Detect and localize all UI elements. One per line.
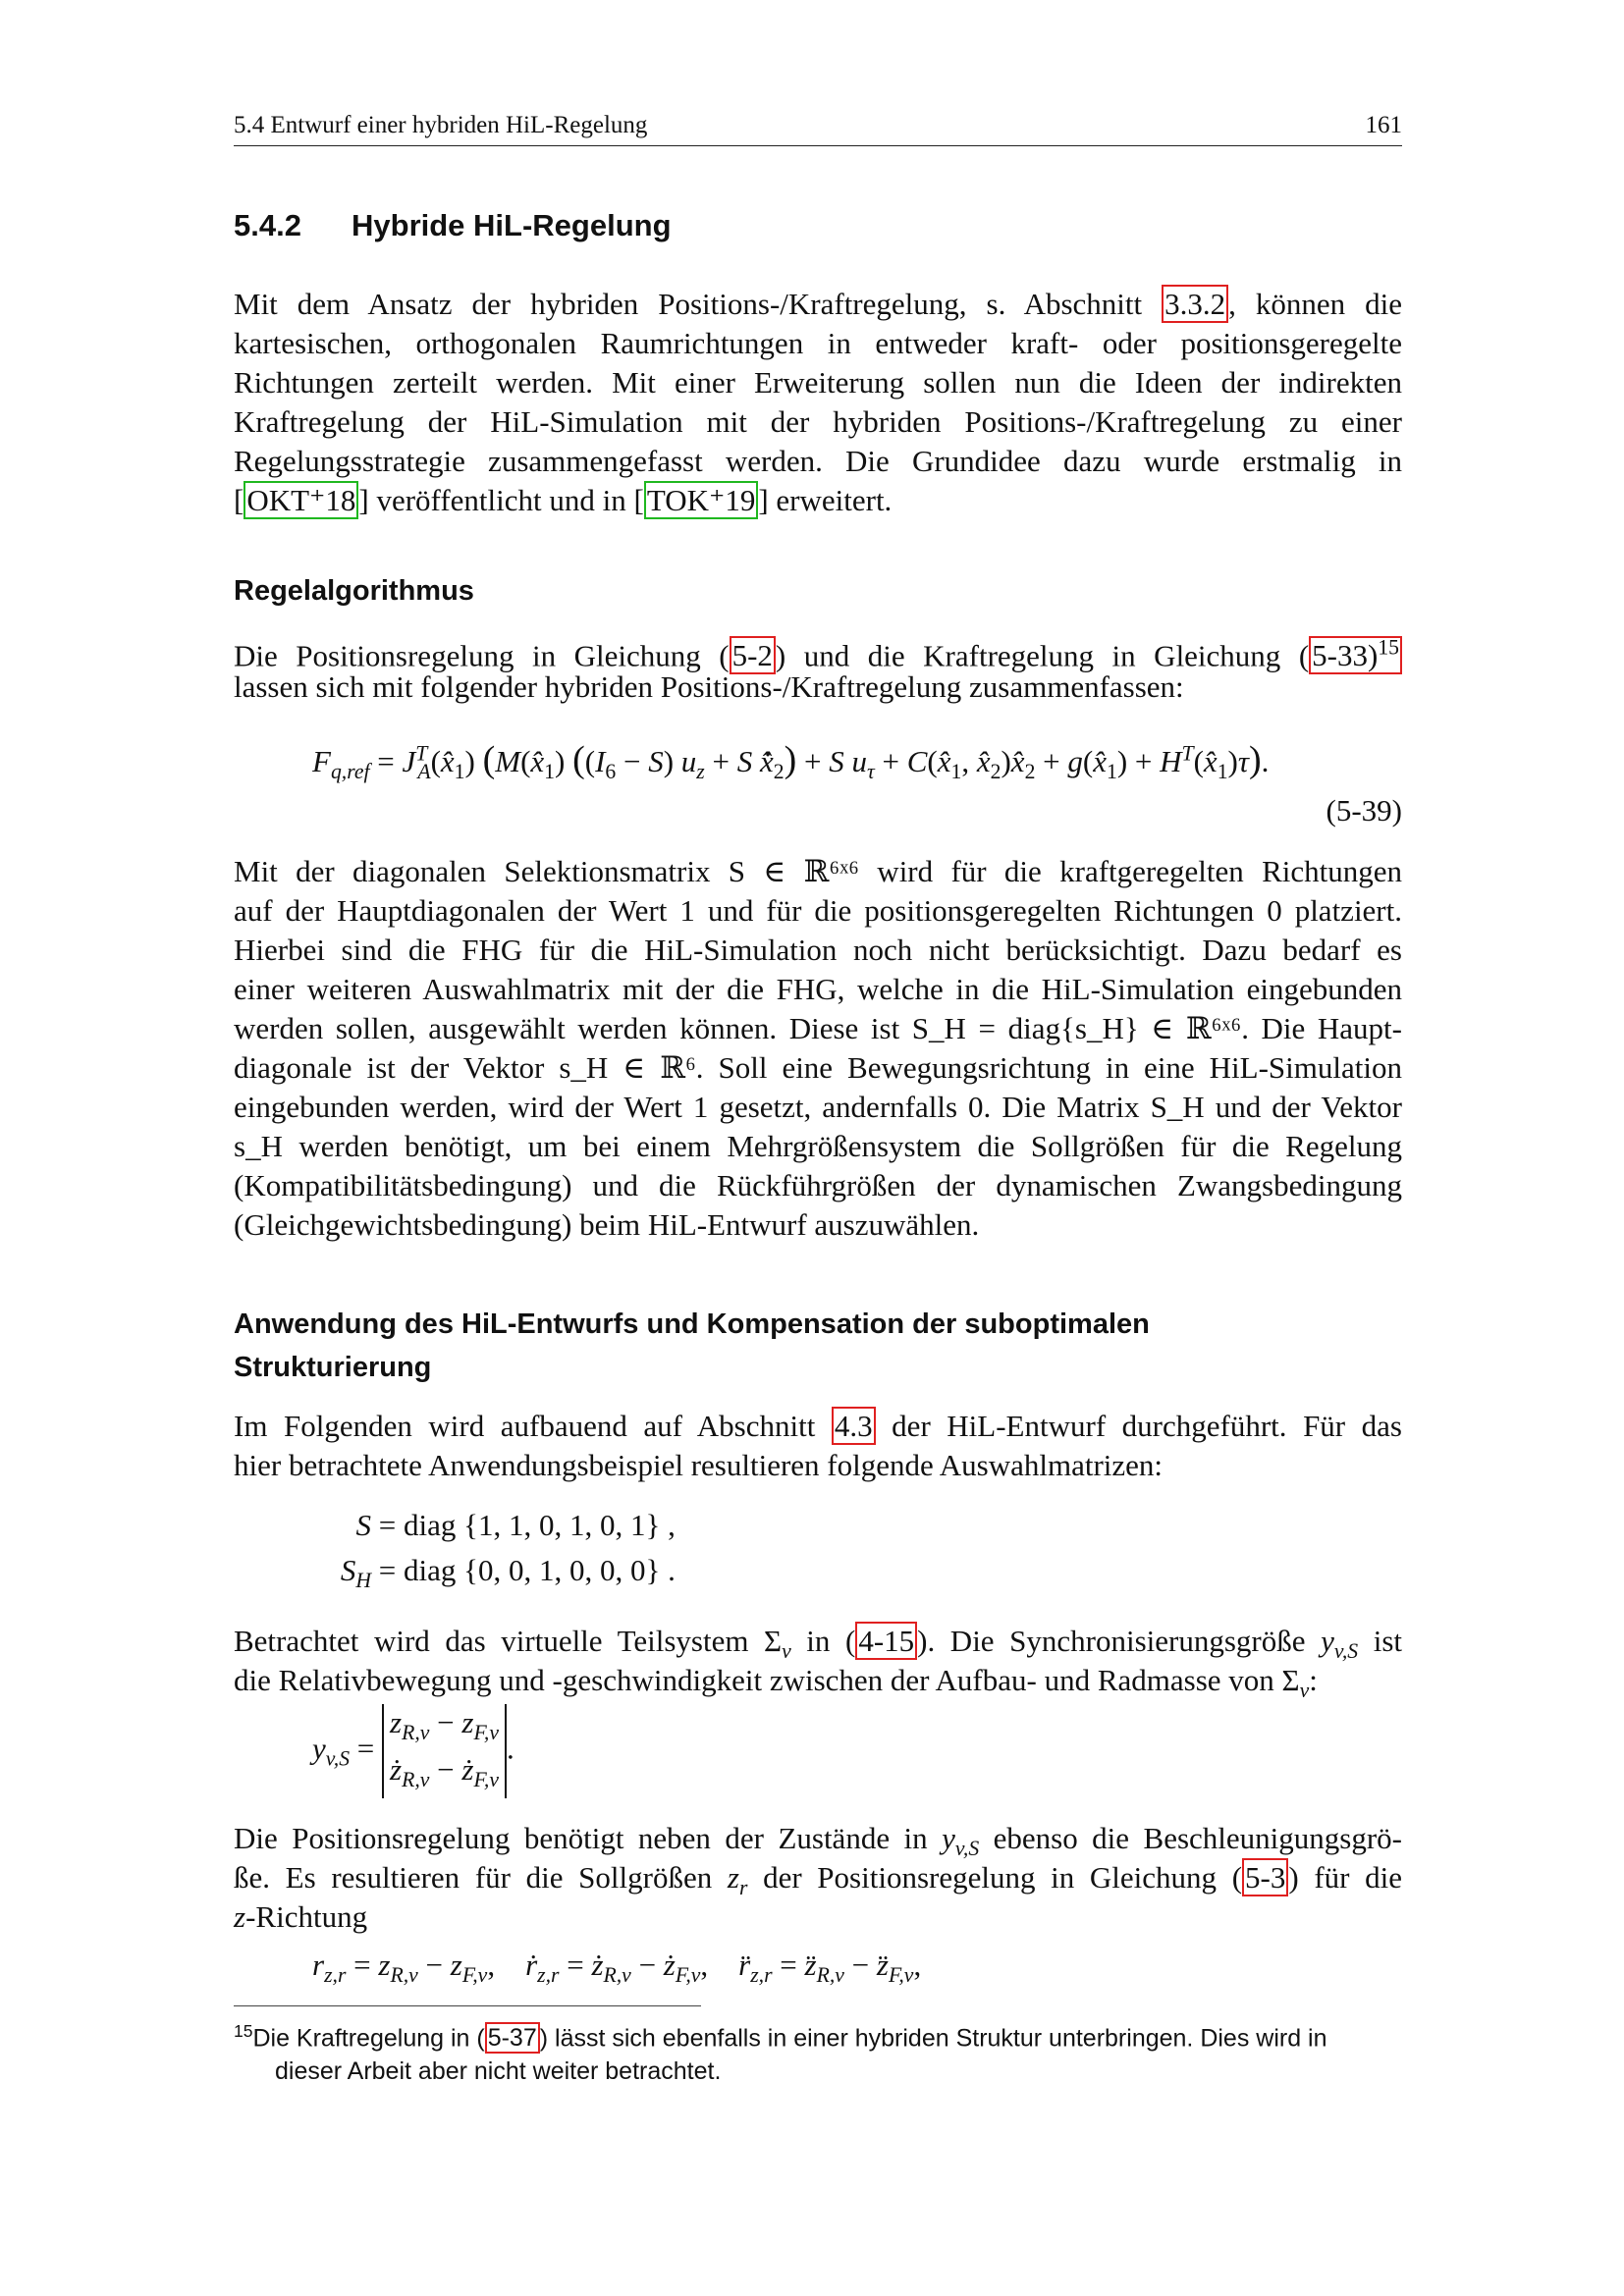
text-line: auf der Hauptdiagonalen der Wert 1 und für die positionsgeregelten Richtungen 0 platziert.	[234, 893, 1402, 928]
subsection-heading-anwendung: Anwendung des HiL-Entwurfs und Kompensation der suboptimalen Strukturierung	[234, 1308, 1150, 1383]
footnote-line: dieser Arbeit aber nicht weiter betrachtet.	[275, 2057, 722, 2086]
footnote-rule	[234, 2005, 701, 2006]
text-line: Kraftregelung der HiL-Simulation mit der hybriden Positions-/Kraftregelung zu einer	[234, 404, 1402, 439]
section-number: 5.4.2	[234, 208, 301, 242]
section-heading	[234, 208, 672, 243]
text-line: Regelungsstrategie zusammengefasst werden. Die Grundidee dazu wurde erstmalig in	[234, 444, 1402, 478]
ref-link-5-33[interactable]: 5-33)$^{15}$	[1309, 636, 1402, 674]
text-line: (Kompatibilitätsbedingung) und die Rückführgrößen der dynamischen Zwangsbedingung	[234, 1168, 1402, 1202]
text-line: s_H werden benötigt, um bei einem Mehrgrößensystem die Sollgrößen für die Regelung	[234, 1129, 1402, 1163]
ref-link-5-2[interactable]: 5-2	[730, 636, 776, 674]
text-line: diagonale ist der Vektor s_H ∈ ℝ⁶. Soll eine Bewegungsrichtung in eine HiL-Simulation	[234, 1050, 1402, 1085]
text-line: Betrachtet wird das virtuelle Teilsystem $\Sigma_v$ in (4-15). Die Synchronisierungsgröße $y_{v,S}$ ist	[234, 1624, 1402, 1664]
text-line: Richtungen zerteilt werden. Mit einer Erweiterung sollen nun die Ideen der indirekten	[234, 365, 1402, 400]
text-line: ße. Es resultieren für die Sollgrößen $z_r$ der Positionsregelung in Gleichung (5-3) für die	[234, 1860, 1403, 1900]
ref-link-5-37[interactable]: 5-37	[485, 2022, 540, 2054]
ref-link-4-15[interactable]: 4-15	[855, 1622, 917, 1660]
cite-link-okt18[interactable]: OKT⁺18	[244, 481, 358, 519]
running-header	[234, 110, 1402, 146]
text-line: hier betrachtete Anwendungsbeispiel resultieren folgende Auswahlmatrizen:	[234, 1448, 1164, 1482]
page-number: 161	[1365, 112, 1402, 138]
cite-link-tok19[interactable]: TOK⁺19	[644, 481, 759, 519]
betrachtet-paragraph	[234, 1622, 1402, 1703]
equation-rzr: $r_{z,r} = z_{R,v} - z_{F,v}$, ṙ$_{z,r}$ = $ż_{R,v}$ − $ż_{F,v}$, $r̈_{z,r}$ = $z̈_{R,v}$ − $z̈_{F,v}$,	[312, 1948, 922, 1988]
regel-paragraph	[234, 628, 1402, 707]
intro-paragraph	[234, 285, 1402, 520]
text-line: kartesischen, orthogonalen Raumrichtungen in entweder kraft- oder positionsgeregelte	[234, 326, 1402, 360]
text-line: Die Positionsregelung benötigt neben der Zustände in $y_{v,S}$ ebenso die Beschleunigungsgrö-	[234, 1821, 1402, 1861]
equation-yvS: $y_{v,S} = z_{R,v} - z_{F,v}$ $ż_{R,v}$ − $ż_{F,v}$.	[312, 1704, 514, 1798]
footnote-15: $^{15}$Die Kraftregelung in ( 5-37 ) lässt sich ebenfalls in einer hybriden Struktur unterbringen. Dies wird in dieser Arbeit aber nicht weiter betrachtet.	[234, 2014, 1402, 2088]
text-line: [OKT⁺18] veröffentlicht und in [TOK⁺19] erweitert.	[234, 483, 893, 517]
ref-link-5-3[interactable]: 5-3	[1242, 1858, 1288, 1896]
ref-link-4-3[interactable]: 4.3	[832, 1407, 876, 1445]
footnote-number: 15	[234, 2021, 253, 2041]
positionsregelung-paragraph	[234, 1819, 1402, 1937]
text-line: eingebunden werden, wird der Wert 1 gesetzt, andernfalls 0. Die Matrix S_H und der Vektor	[234, 1090, 1402, 1124]
subsection-heading-regelalgorithmus: Regelalgorithmus	[234, 575, 474, 607]
text-line: Mit der diagonalen Selektionsmatrix S ∈ ℝ⁶ˣ⁶ wird für die kraftgeregelten Richtungen	[234, 854, 1402, 888]
text-line: Die Positionsregelung in Gleichung (5-2) und die Kraftregelung in Gleichung $(5-33)^{15}$	[234, 628, 1402, 667]
anwendung-paragraph	[234, 1407, 1402, 1485]
equation-S: S = diag {1, 1, 0, 1, 0, 1} ,	[355, 1508, 676, 1542]
text-line: (Gleichgewichtsbedingung) beim HiL-Entwurf auszuwählen.	[234, 1207, 980, 1242]
section-title: Hybride HiL-Regelung	[352, 208, 672, 242]
header-title: 5.4 Entwurf einer hybriden HiL-Regelung	[234, 112, 648, 138]
text-line: Im Folgenden wird aufbauend auf Abschnitt 4.3 der HiL-Entwurf durchgeführt. Für das	[234, 1409, 1402, 1443]
equation-5-39: $F_{q,ref}$ = $J^T_A(x̂_1)$ ($M(x̂_1) ((I_6 - S) u_z + S$ $x̂̇_2) + S$ $u_\tau$ + $C(x̂_1$, $x̂_2)x̂_2$ + $g(x̂_1)$ + $H^T(x̂_1)\tau$).	[312, 739, 1270, 784]
text-line: Mit dem Ansatz der hybriden Positions-/Kraftregelung, s. Abschnitt 3.3.2, können die	[234, 287, 1403, 321]
text-line: werden sollen, ausgewählt werden können. Diese ist S_H = diag{s_H} ∈ ℝ⁶ˣ⁶. Die Haupt-	[234, 1011, 1402, 1045]
equation-SH: $S_H$ = diag {0, 0, 1, 0, 0, 0} .	[340, 1553, 676, 1593]
text-line: einer weiteren Auswahlmatrix mit der die FHG, welche in die HiL-Simulation eingebunden	[234, 972, 1402, 1006]
text-line: lassen sich mit folgender hybriden Positions-/Kraftregelung zusammenfassen:	[234, 669, 1184, 704]
ref-link-3-3-2[interactable]: 3.3.2	[1162, 285, 1228, 323]
text-line: Hierbei sind die FHG für die HiL-Simulation noch nicht berücksichtigt. Dazu bedarf es	[234, 933, 1402, 967]
equation-number: (5-39)	[1326, 793, 1402, 828]
text-line: die Relativbewegung und -geschwindigkeit zwischen der Aufbau- und Radmasse von $\Sigma_v$:	[234, 1663, 1318, 1703]
text-line: z-Richtung	[234, 1899, 368, 1934]
footnote-mark: 15	[1378, 636, 1399, 660]
selection-paragraph	[234, 852, 1402, 1245]
